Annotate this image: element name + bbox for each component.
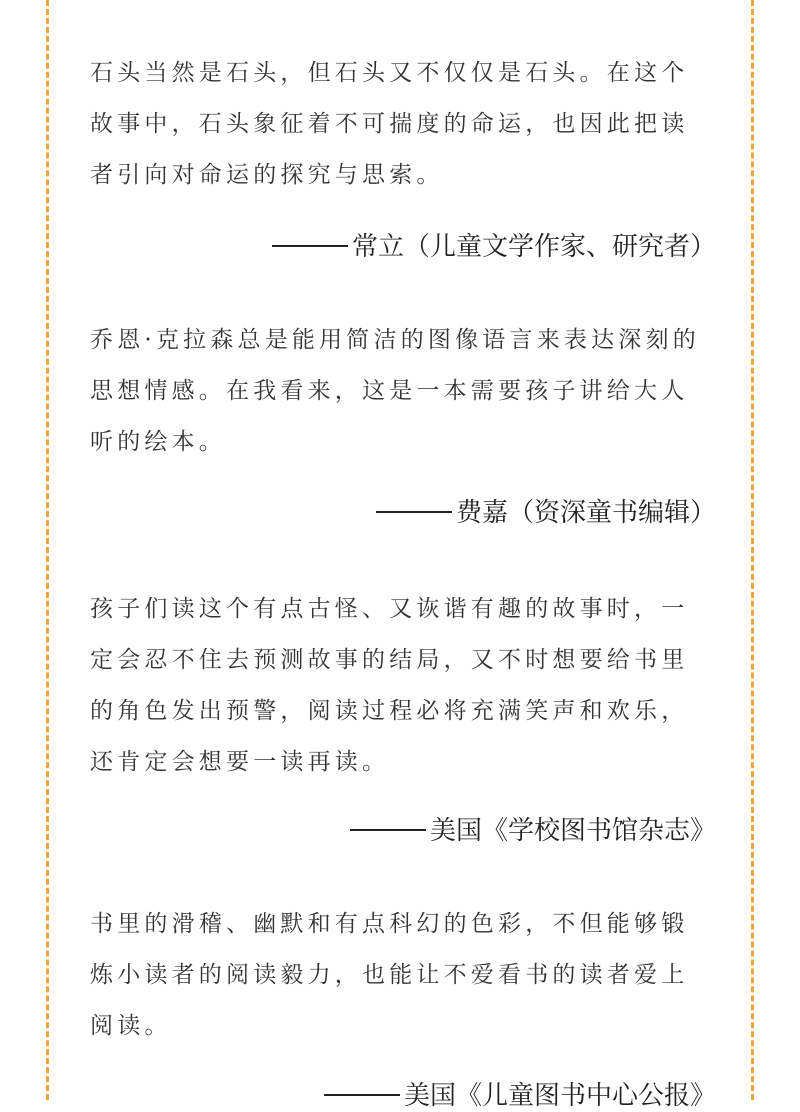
attribution-label: 费嘉（资深童书编辑）: [455, 498, 716, 528]
attribution-label: 美国《学校图书馆杂志》: [429, 816, 716, 846]
attribution-label: 美国《儿童图书中心公报》: [403, 1081, 716, 1111]
review-text-3: 孩子们读这个有点古怪、又诙谐有趣的故事时，一定会忍不住去预测故事的结局，又不时想要给书里的角色发出预警，阅读过程必将充满笑声和欢乐，还肯定会想要一读再读。: [90, 596, 689, 775]
review-text-1: 石头当然是石头，但石头又不仅仅是石头。在这个故事中，石头象征着不可揣度的命运，也因此把读者引向对命运的探究与思索。: [90, 60, 689, 188]
review-attribution-3: [350, 815, 716, 847]
dash-line: [376, 511, 452, 513]
attribution-label: 常立（儿童文学作家、研究者）: [351, 232, 716, 262]
dashed-border-left: [46, 0, 49, 1100]
review-attribution-1: [272, 231, 716, 263]
dashed-border-right: [751, 0, 754, 1100]
review-text-4: 书里的滑稽、幽默和有点科幻的色彩，不但能够锻炼小读者的阅读毅力，也能让不爱看书的读者爱上阅读。: [90, 911, 689, 1039]
review-attribution-4: [324, 1080, 716, 1112]
dash-line: [350, 829, 426, 831]
dash-line: [324, 1094, 400, 1096]
review-text-2: 乔恩·克拉森总是能用简洁的图像语言来表达深刻的思想情感。在我看来，这是一本需要孩子讲给大人听的绘本。: [90, 327, 700, 455]
review-attribution-2: [376, 497, 716, 529]
dash-line: [272, 245, 348, 247]
